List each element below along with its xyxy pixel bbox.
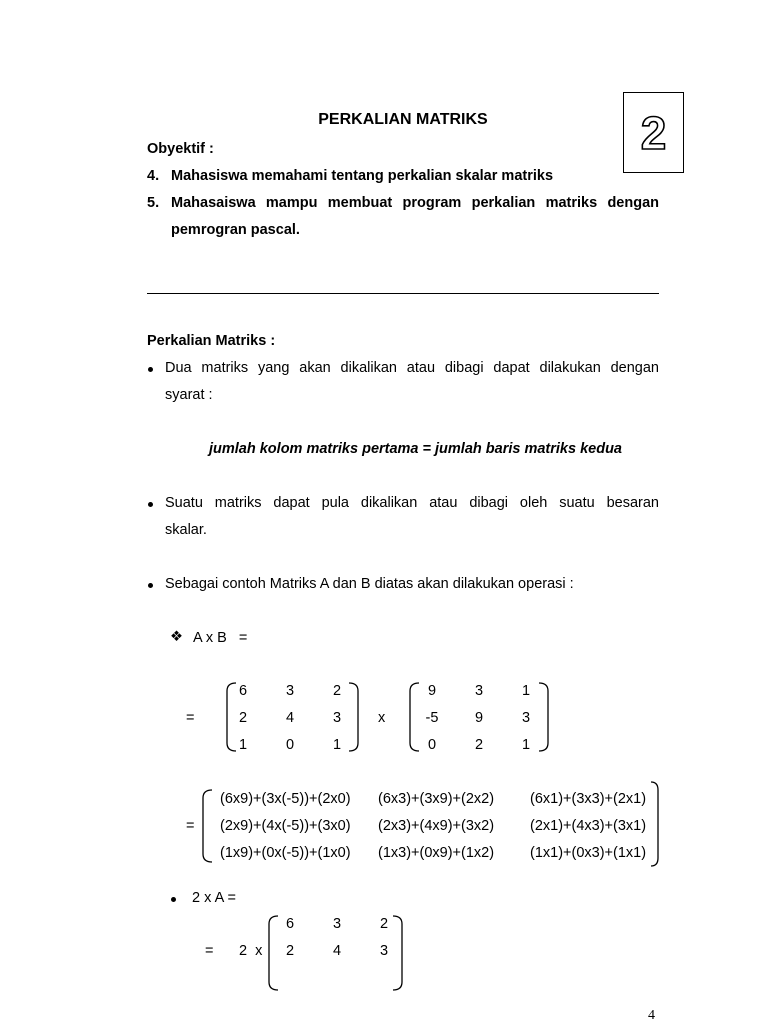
equals-sign: = — [186, 710, 195, 726]
matrix-scalar-right-bracket — [388, 914, 408, 992]
matrix-a — [227, 678, 353, 759]
matrix-cell: 2 — [332, 683, 342, 699]
product-cell: (6x3)+(3x9)+(2x2) — [378, 791, 495, 807]
axb-label: A x B = — [193, 630, 248, 646]
scalar-label: 2 x A = — [192, 890, 236, 906]
matrix-cell: 2 — [238, 710, 248, 726]
matrix-a-right-bracket — [344, 681, 364, 753]
chapter-number-box — [623, 92, 684, 173]
product-left-bracket — [198, 788, 218, 864]
bullet-dot-4 — [171, 897, 176, 902]
matrix-cell: 1 — [521, 737, 531, 753]
page-number: 4 — [648, 1008, 655, 1023]
matrix-cell: 1 — [332, 737, 342, 753]
matrix-cell: 9 — [427, 683, 437, 699]
bullet2-line2: skalar. — [165, 522, 207, 538]
product-expansion — [220, 786, 660, 867]
matrix-cell: 3 — [379, 943, 389, 959]
matrix-cell: 3 — [332, 710, 342, 726]
rule-text: jumlah kolom matriks pertama = jumlah baris matriks kedua — [208, 441, 622, 457]
matrix-cell: 6 — [285, 916, 295, 932]
section-title: Perkalian Matriks : — [147, 333, 276, 349]
matrix-cell: 3 — [285, 683, 295, 699]
matrix-cell: 3 — [521, 710, 531, 726]
product-cell: (2x9)+(4x(-5))+(3x0) — [220, 818, 351, 834]
bullet-dot-3 — [148, 583, 153, 588]
objective-label: Obyektif : — [147, 141, 214, 157]
matrix-cell: 3 — [332, 916, 342, 932]
matrix-cell: -5 — [425, 710, 439, 726]
times-sign: x — [378, 710, 386, 726]
matrix-cell: 0 — [427, 737, 437, 753]
matrix-cell: 1 — [238, 737, 248, 753]
diamond-bullet-icon: ❖ — [170, 629, 183, 645]
product-cell: (2x1)+(4x3)+(3x1) — [530, 818, 647, 834]
equals-sign-3: = — [205, 943, 214, 959]
bullet3-text: Sebagai contoh Matriks A dan B diatas akan dilakukan operasi : — [165, 576, 574, 592]
product-cell: (1x3)+(0x9)+(1x2) — [378, 845, 495, 861]
objective-item-5-num: 5. — [147, 195, 160, 211]
matrix-cell: 9 — [474, 710, 484, 726]
matrix-cell: 3 — [474, 683, 484, 699]
bullet-dot-2 — [148, 502, 153, 507]
product-cell: (2x3)+(4x9)+(3x2) — [378, 818, 495, 834]
matrix-cell: 4 — [332, 943, 342, 959]
matrix-cell: 6 — [238, 683, 248, 699]
equals-sign-2: = — [186, 818, 195, 834]
product-right-bracket — [648, 780, 664, 868]
matrix-cell: 1 — [521, 683, 531, 699]
objective-item-5-line2: pemrogran pascal. — [171, 222, 300, 238]
matrix-cell: 2 — [285, 943, 295, 959]
matrix-cell: 2 — [474, 737, 484, 753]
product-cell: (6x9)+(3x(-5))+(2x0) — [220, 791, 351, 807]
matrix-scalar — [274, 911, 400, 965]
objective-item-4-text: Mahasiswa memahami tentang perkalian skalar matriks — [171, 168, 554, 184]
product-cell: (6x1)+(3x3)+(2x1) — [530, 791, 647, 807]
bullet1-line1: Dua matriks yang akan dikalikan atau dibagi dapat dilakukan dengan — [165, 360, 659, 376]
objective-item-5-line1: Mahasaiswa mampu membuat program perkalian matriks dengan — [171, 195, 659, 211]
matrix-cell: 2 — [379, 916, 389, 932]
matrix-b — [416, 678, 542, 759]
matrix-cell: 0 — [285, 737, 295, 753]
scalar-prefix: 2 x — [239, 943, 263, 959]
objective-item-4-num: 4. — [147, 168, 160, 184]
matrix-b-right-bracket — [534, 681, 554, 753]
product-cell: (1x1)+(0x3)+(1x1) — [530, 845, 647, 861]
bullet-dot-1 — [148, 367, 153, 372]
matrix-cell: 4 — [285, 710, 295, 726]
product-cell: (1x9)+(0x(-5))+(1x0) — [220, 845, 351, 861]
chapter-number: 2 — [640, 106, 667, 159]
bullet2-line1: Suatu matriks dapat pula dikalikan atau dibagi oleh suatu besaran — [165, 495, 659, 511]
section-divider — [147, 293, 659, 294]
bullet1-line2: syarat : — [165, 387, 213, 403]
page-title: PERKALIAN MATRIKS — [318, 111, 488, 128]
